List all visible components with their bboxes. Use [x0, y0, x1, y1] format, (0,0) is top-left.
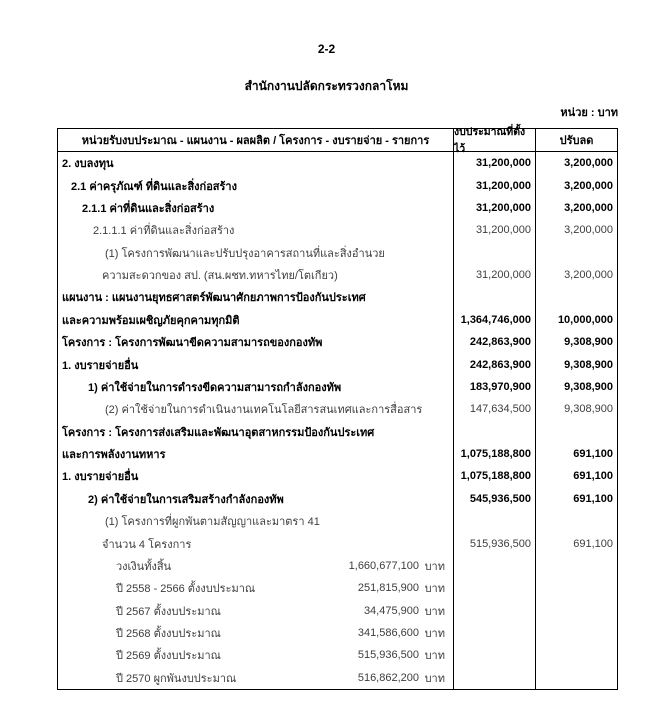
row-item-cell — [58, 577, 453, 599]
column-header-budget: งบประมาณที่ตั้งไว้ — [453, 129, 535, 151]
row-budget-value: 147,634,500 — [453, 398, 535, 420]
row-item-cell — [58, 667, 453, 689]
budget-table — [57, 128, 618, 690]
row-label: 2.1 ค่าครุภัณฑ์ ที่ดินและสิ่งก่อสร้าง — [71, 180, 237, 193]
row-item-cell — [58, 644, 453, 666]
row-adjust-value — [535, 577, 617, 599]
row-inner-amount-group — [364, 602, 445, 620]
column-header-item: หน่วยรับงบประมาณ - แผนงาน - ผลผลิต / โครงการ - งบรายจ่าย - รายการ — [81, 135, 430, 147]
row-label: ปี 2570 ผูกพันงบประมาณ — [116, 672, 237, 685]
row-budget-value: 515,936,500 — [453, 532, 535, 554]
row-inner-amount: 515,936,500 — [357, 649, 419, 662]
row-adjust-value — [535, 421, 617, 443]
row-item-cell — [58, 309, 453, 331]
table-row — [58, 286, 617, 308]
row-budget-value — [453, 644, 535, 666]
table-row — [58, 421, 617, 443]
row-label: และความพร้อมเผชิญภัยคุกคามทุกมิติ — [62, 314, 240, 327]
row-adjust-value: 9,308,900 — [535, 398, 617, 420]
table-row — [58, 219, 617, 241]
row-label: (1) โครงการที่ผูกพันตามสัญญาและมาตรา 41 — [105, 516, 320, 529]
row-inner-unit: บาท — [424, 560, 445, 573]
row-label: โครงการ : โครงการส่งเสริมและพัฒนาอุตสาหกรรมป้องกันประเทศ — [62, 426, 375, 439]
row-budget-value — [453, 510, 535, 532]
table-row — [58, 174, 617, 196]
row-budget-value: 242,863,900 — [453, 353, 535, 375]
row-budget-value — [453, 421, 535, 443]
row-adjust-value: 9,308,900 — [535, 353, 617, 375]
row-budget-value — [453, 667, 535, 689]
row-inner-unit: บาท — [424, 583, 445, 596]
row-adjust-value: 691,100 — [535, 443, 617, 465]
row-label: (2) ค่าใช้จ่ายในการดำเนินงานเทคโนโลยีสารสนเทศและการสื่อสาร — [105, 404, 423, 417]
row-inner-amount-group — [358, 646, 445, 664]
row-budget-value — [453, 622, 535, 644]
table-row — [58, 242, 617, 264]
page-number: 2-2 — [317, 42, 336, 56]
row-label: 1) ค่าใช้จ่ายในการดำรงขีดความสามารถกำลังกองทัพ — [88, 381, 342, 394]
row-label: (1) โครงการพัฒนาและปรับปรุงอาคารสถานที่และสิ่งอำนวย — [105, 247, 385, 260]
row-item-cell — [58, 398, 453, 420]
table-row — [58, 488, 617, 510]
row-item-cell — [58, 197, 453, 219]
row-item-cell — [58, 622, 453, 644]
row-label: ปี 2567 ตั้งงบประมาณ — [116, 605, 221, 618]
table-row — [58, 309, 617, 331]
row-label: 1. งบรายจ่ายอื่น — [62, 359, 139, 372]
table-row — [58, 353, 617, 375]
row-inner-amount-group — [349, 557, 445, 575]
table-row — [58, 644, 617, 666]
table-body — [58, 152, 617, 689]
row-inner-unit: บาท — [424, 650, 445, 663]
row-budget-value — [453, 600, 535, 622]
row-adjust-value: 3,200,000 — [535, 174, 617, 196]
row-budget-value — [453, 577, 535, 599]
row-item-cell — [58, 219, 453, 241]
table-row — [58, 152, 617, 174]
row-label: 1. งบรายจ่ายอื่น — [62, 471, 139, 484]
row-adjust-value — [535, 242, 617, 264]
row-budget-value: 545,936,500 — [453, 488, 535, 510]
row-label: 2.1.1 ค่าที่ดินและสิ่งก่อสร้าง — [82, 202, 215, 215]
table-row — [58, 577, 617, 599]
row-inner-unit: บาท — [424, 628, 445, 641]
table-row — [58, 510, 617, 532]
row-adjust-value — [535, 622, 617, 644]
row-adjust-value: 3,200,000 — [535, 197, 617, 219]
row-adjust-value — [535, 667, 617, 689]
table-row — [58, 197, 617, 219]
table-row — [58, 465, 617, 487]
row-budget-value: 1,075,188,800 — [453, 443, 535, 465]
table-row — [58, 331, 617, 353]
row-item-cell — [58, 242, 453, 264]
row-inner-amount: 251,815,900 — [357, 582, 419, 595]
row-label: ปี 2558 - 2566 ตั้งงบประมาณ — [116, 583, 256, 596]
row-label: จำนวน 4 โครงการ — [102, 538, 192, 551]
row-item-cell — [58, 331, 453, 353]
document-title: สำนักงานปลัดกระทรวงกลาโหม — [244, 79, 409, 93]
table-row — [58, 600, 617, 622]
row-inner-amount-group — [358, 579, 445, 597]
row-budget-value: 1,364,746,000 — [453, 309, 535, 331]
row-item-cell — [58, 152, 453, 174]
row-adjust-value: 691,100 — [535, 465, 617, 487]
row-inner-unit: บาท — [424, 605, 445, 618]
row-budget-value: 31,200,000 — [453, 174, 535, 196]
row-adjust-value: 9,308,900 — [535, 376, 617, 398]
row-item-cell — [58, 555, 453, 577]
row-budget-value: 31,200,000 — [453, 264, 535, 286]
table-row — [58, 622, 617, 644]
table-row — [58, 376, 617, 398]
row-item-cell — [58, 421, 453, 443]
unit-label: หน่วย : บาท — [560, 107, 618, 119]
row-budget-value: 242,863,900 — [453, 331, 535, 353]
row-budget-value — [453, 286, 535, 308]
row-adjust-value — [535, 555, 617, 577]
row-adjust-value — [535, 286, 617, 308]
table-row — [58, 443, 617, 465]
row-item-cell — [58, 600, 453, 622]
row-label: วงเงินทั้งสิ้น — [116, 560, 172, 573]
row-inner-amount: 1,660,677,100 — [348, 559, 419, 572]
row-budget-value: 1,075,188,800 — [453, 465, 535, 487]
row-budget-value: 31,200,000 — [453, 197, 535, 219]
column-header-adjust: ปรับลด — [535, 129, 617, 151]
row-inner-amount: 341,586,600 — [357, 627, 419, 640]
row-budget-value: 31,200,000 — [453, 219, 535, 241]
row-item-cell — [58, 286, 453, 308]
row-label: โครงการ : โครงการพัฒนาขีดความสามารถของกองทัพ — [62, 337, 323, 350]
table-row — [58, 667, 617, 689]
row-inner-amount: 516,862,200 — [357, 671, 419, 684]
row-adjust-value — [535, 644, 617, 666]
row-item-cell — [58, 264, 453, 286]
row-adjust-value — [535, 510, 617, 532]
row-inner-amount-group — [358, 669, 445, 687]
row-adjust-value: 691,100 — [535, 532, 617, 554]
row-inner-amount-group — [358, 624, 445, 642]
row-adjust-value: 691,100 — [535, 488, 617, 510]
row-label: ปี 2569 ตั้งงบประมาณ — [116, 650, 221, 663]
row-label: 2.1.1.1 ค่าที่ดินและสิ่งก่อสร้าง — [93, 225, 235, 238]
row-adjust-value: 3,200,000 — [535, 152, 617, 174]
row-budget-value: 183,970,900 — [453, 376, 535, 398]
table-row — [58, 555, 617, 577]
row-inner-unit: บาท — [424, 672, 445, 685]
row-budget-value — [453, 555, 535, 577]
row-label: แผนงาน : แผนงานยุทธศาสตร์พัฒนาศักยภาพการป้องกันประเทศ — [62, 292, 366, 305]
row-label: 2. งบลงทุน — [62, 158, 114, 171]
table-row — [58, 264, 617, 286]
row-label: ปี 2568 ตั้งงบประมาณ — [116, 628, 221, 641]
row-adjust-value: 3,200,000 — [535, 219, 617, 241]
row-item-cell — [58, 376, 453, 398]
row-adjust-value: 9,308,900 — [535, 331, 617, 353]
row-adjust-value: 10,000,000 — [535, 309, 617, 331]
row-label: และการพลังงานทหาร — [62, 449, 166, 462]
table-row — [58, 398, 617, 420]
row-item-cell — [58, 488, 453, 510]
row-inner-amount: 34,475,900 — [363, 604, 419, 617]
row-adjust-value — [535, 600, 617, 622]
row-budget-value — [453, 242, 535, 264]
table-header-row — [58, 126, 617, 155]
row-item-cell — [58, 353, 453, 375]
row-label: 2) ค่าใช้จ่ายในการเสริมสร้างกำลังกองทัพ — [88, 493, 284, 506]
row-adjust-value: 3,200,000 — [535, 264, 617, 286]
row-budget-value: 31,200,000 — [453, 152, 535, 174]
row-item-cell — [58, 510, 453, 532]
table-row — [58, 532, 617, 554]
row-item-cell — [58, 465, 453, 487]
row-item-cell — [58, 532, 453, 554]
row-label: ความสะดวกของ สป. (สน.ผชท.ทหารไทย/โตเกียว) — [102, 270, 338, 283]
row-item-cell — [58, 174, 453, 196]
row-item-cell — [58, 443, 453, 465]
